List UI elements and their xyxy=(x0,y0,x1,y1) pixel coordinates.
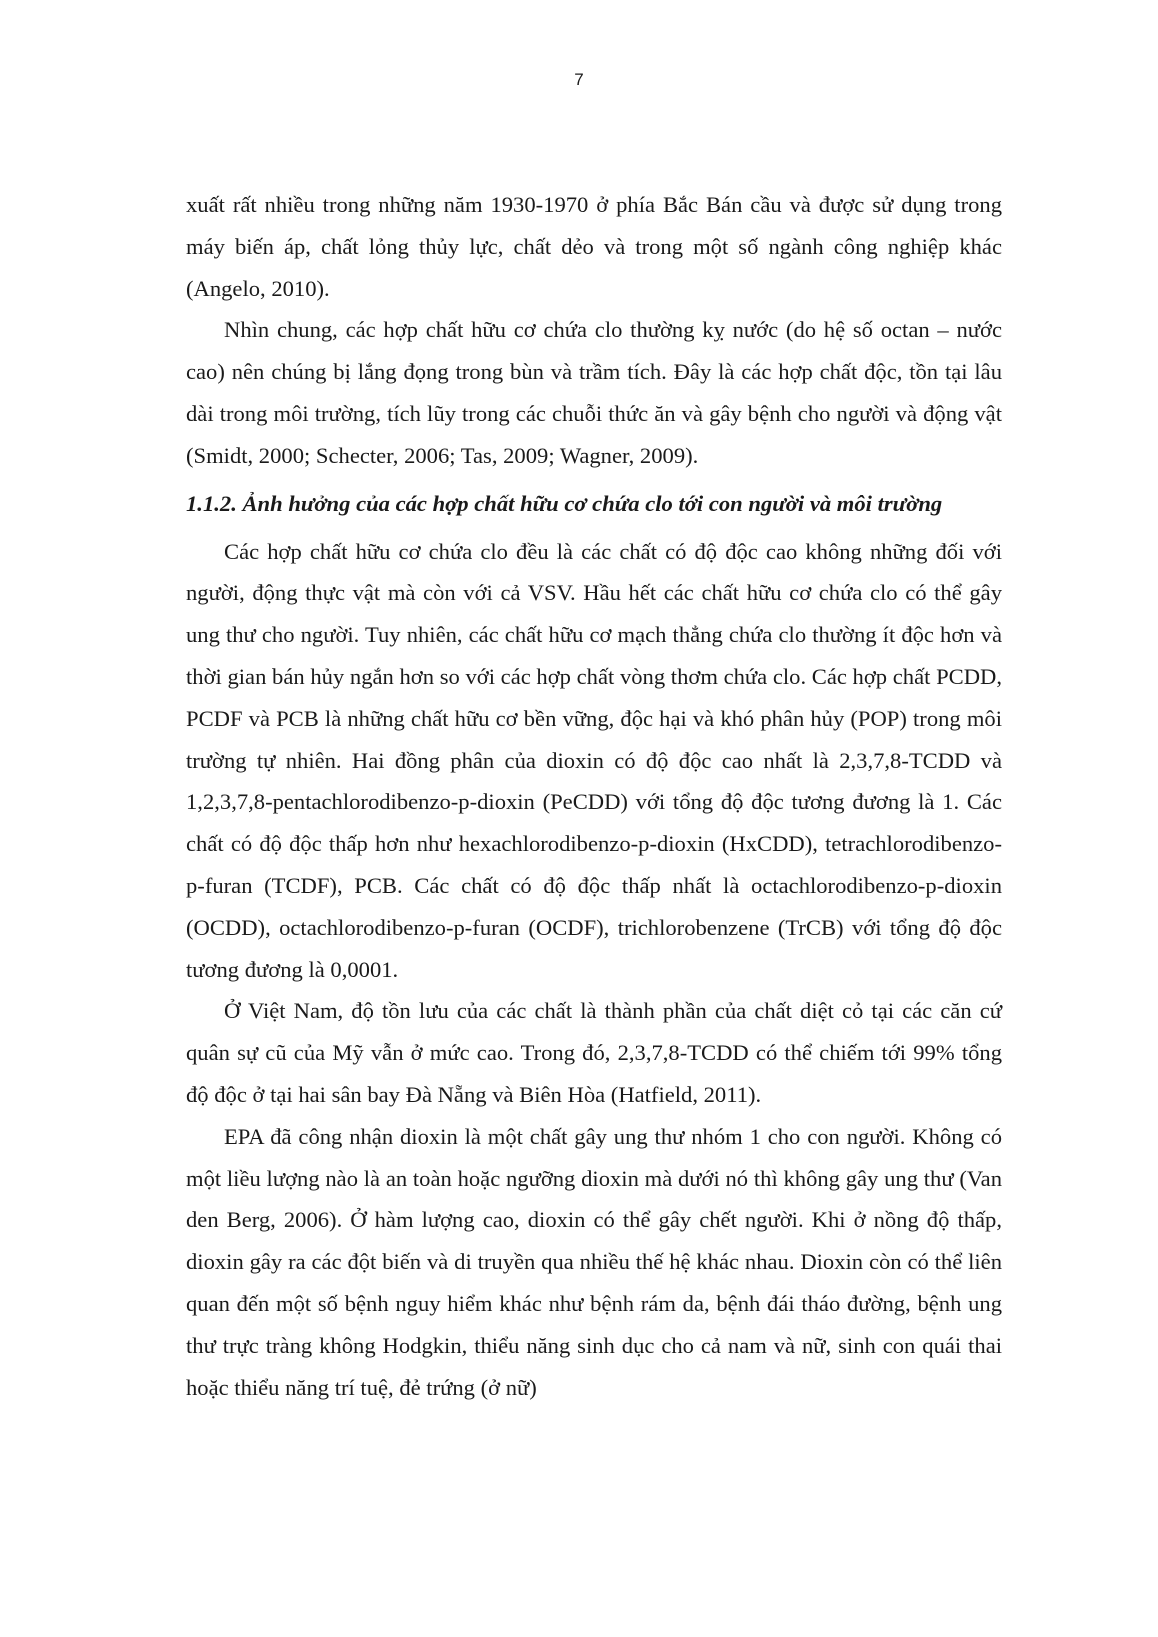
continuation-paragraph: xuất rất nhiều trong những năm 1930-1970 ở phía Bắc Bán cầu và được sử dụng trong máy biến áp, chất lỏng thủy lực, chất dẻo và trong một số ngành công nghiệp khác (Angelo, 2010). xyxy=(186,192,1002,301)
page-number: 7 xyxy=(574,70,584,89)
paragraph-chlorinated-overview: Nhìn chung, các hợp chất hữu cơ chứa clo thường kỵ nước (do hệ số octan – nước cao) nên chúng bị lắng đọng trong bùn và trầm tích. Đây là các hợp chất độc, tồn tại lâu dài trong môi trường, tích lũy trong các chuỗi thức ăn và gây bệnh cho người và động vật (Smidt, 2000; Schecter, 2006; Tas, 2009; Wagner, 2009). xyxy=(186,317,1002,468)
paragraph-epa: EPA đã công nhận dioxin là một chất gây ung thư nhóm 1 cho con người. Không có một liều lượng nào là an toàn hoặc ngưỡng dioxin mà dưới nó thì không gây ung thư (Van den Berg, 2006). Ở hàm lượng cao, dioxin có thể gây chết người. Khi ở nồng độ thấp, dioxin gây ra các đột biến và di truyền qua nhiều thế hệ khác nhau. Dioxin còn có thể liên quan đến một số bệnh nguy hiểm khác như bệnh rám da, bệnh đái tháo đường, bệnh ung thư trực tràng không Hodgkin, thiểu năng sinh dục cho cả nam và nữ, sinh con quái thai hoặc thiểu năng trí tuệ, đẻ trứng (ở nữ) xyxy=(186,1123,1002,1400)
section-heading: 1.1.2. Ảnh hưởng của các hợp chất hữu cơ chứa clo tới con người và môi trường xyxy=(186,490,943,516)
document-body xyxy=(186,184,1002,1408)
paragraph-toxicity: Các hợp chất hữu cơ chứa clo đều là các chất có độ độc cao không những đối với người, động thực vật mà còn với cả VSV. Hầu hết các chất hữu cơ chứa clo có thể gây ung thư cho người. Tuy nhiên, các chất hữu cơ mạch thẳng chứa clo thường ít độc hơn và thời gian bán hủy ngắn hơn so với các hợp chất vòng thơm chứa clo. Các hợp chất PCDD, PCDF và PCB là những chất hữu cơ bền vững, độc hại và khó phân hủy (POP) trong môi trường tự nhiên. Hai đồng phân của dioxin có độ độc cao nhất là 2,3,7,8-TCDD và 1,2,3,7,8-pentachlorodibenzo-p-dioxin (PeCDD) với tổng độ độc tương đương là 1. Các chất có độ độc thấp hơn như hexachlorodibenzo-p-dioxin (HxCDD), tetrachlorodibenzo-p-furan (TCDF), PCB. Các chất có độ độc thấp nhất là octachlorodibenzo-p-dioxin (OCDD), octachlorodibenzo-p-furan (OCDF), trichlorobenzene (TrCB) với tổng độ độc tương đương là 0,0001. xyxy=(186,538,1002,982)
paragraph-vietnam: Ở Việt Nam, độ tồn lưu của các chất là thành phần của chất diệt cỏ tại các căn cứ quân sự cũ của Mỹ vẫn ở mức cao. Trong đó, 2,3,7,8-TCDD có thể chiếm tới 99% tổng độ độc ở tại hai sân bay Đà Nẵng và Biên Hòa (Hatfield, 2011). xyxy=(186,998,1002,1107)
